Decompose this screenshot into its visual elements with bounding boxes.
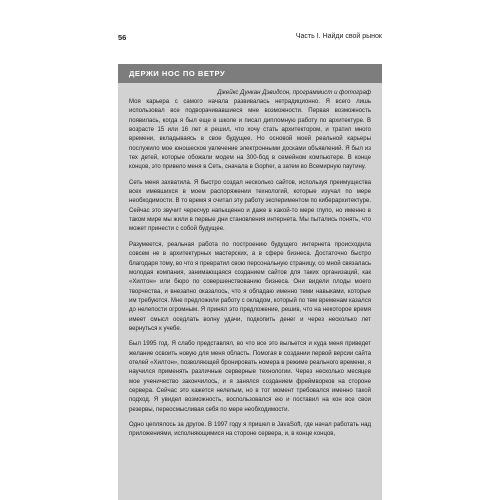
paragraph: Сеть меня захватила. Я быстро создал несколько сайтов, используя преимущества всех имевшихся в моем распоряжении технологий, которые изучал по мере необходимости. В то время я считал эту работу экспериментом по киберархитектуре. Сейчас это звучит чересчур напыщенно и даже в какой-то мере глупо, но именно в таком мире мы жили в первые дни становления интернета. Мы пытались понять, что может принести с собой будущее. [129,179,371,233]
running-head: Часть I. Найди свой рынок [295,33,382,40]
sidebar-title-bar [118,64,382,83]
paragraph: Моя карьера с самого начала развивалась нетрадиционно. Я всего лишь использовал все подворачивавшиеся мне возможности. Первая возможность появилась, когда я был еще в школе и писал дипломную работу по архитектуре. В возрасте 15 или 16 лет я решил, что хочу стать архитектором, и тратил много времени, вкладываясь в свое будущее. Но основой моей реальной карьеры послужило мое юношеское увлечение электронными досками объявлений. Я был из тех детей, которые обожали модем на 300-бод в семейном компьютере. В конце концов, это привело меня в Сеть, сначала в Gopher, а затем во Всемирную паутину. [129,99,371,171]
sidebar-title: ДЕРЖИ НОС ПО ВЕТРУ [129,69,226,78]
paragraph: Был 1995 год. Я слабо представлял, во что все это выльется и куда меня приведет желание освоить новую для меня область. Помогая в создании первой версии сайта отелей «Хилтон», позволяющей бронировать номера в режиме реального времени, я научился применять различные серверные технологии. Через несколько месяцев мое ученичество закончилось, и я занялся созданием фреймворков на стороне сервера. Сейчас это кажется нелепым, но в тот момент требовался именно такой подход. Я увидел возможность, воспользовался ею и поставил на кон все свои резервы, переосмысливая себя по мере необходимости. [129,341,371,413]
paragraph: Одно цеплялось за другое. В 1997 году я пришел в JavaSoft, где начал работать над приложениями, исполняющимися на стороне сервера, и, в конце концов, [129,422,371,438]
sidebar-box [118,64,382,500]
sidebar-byline: Джейкс Дункан Дэвидсон, программист и фотограф [217,89,371,96]
sidebar-body [118,98,382,440]
page-number: 56 [118,33,127,42]
paragraph: Разумеется, реальная работа по построению будущего интернета происходила совсем не в архитектурных мастерских, а в сфере бизнеса. Достаточно быстро благодаря тому, во что я превратил свою персональную страницу, со мной связалась молодая компания, занимающаяся созданием сайтов для таких организаций, как «Хилтон» или бюро по совершенствованию бизнеса. Они видели плоды моего творчества, и внезапно оказалось, что я обладаю именно теми навыками, которые им требуются. Мне предложили работу с окладом, который по тем временам казался до нелепости огромным. Я принял это предложение, решив, что на некоторое время имеет смысл оседлать волну удачи, подкопить денег и через несколько лет вернуться к учебе. [129,241,371,332]
page-header [118,33,382,47]
